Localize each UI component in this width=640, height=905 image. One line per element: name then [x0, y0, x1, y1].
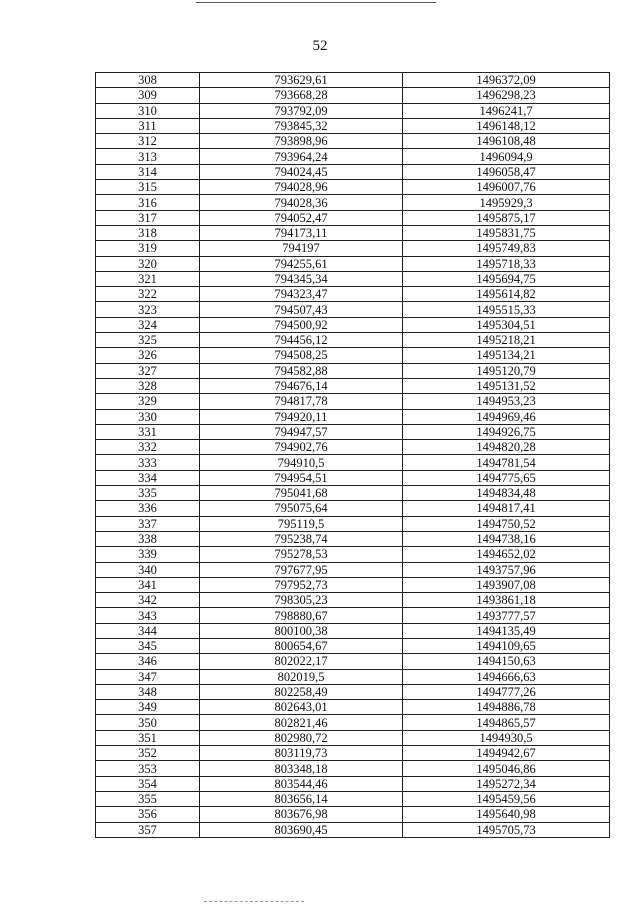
y-coordinate-cell: 1495929,3 [403, 195, 610, 210]
y-coordinate-cell: 1496148,12 [403, 118, 610, 133]
y-coordinate-cell: 1493757,96 [403, 562, 610, 577]
table-row [96, 103, 610, 118]
x-coordinate-cell: 793792,09 [200, 103, 403, 118]
x-coordinate-cell: 794902,76 [200, 440, 403, 455]
table-row [96, 195, 610, 210]
x-coordinate-cell: 800100,38 [200, 623, 403, 638]
x-coordinate-cell: 797952,73 [200, 577, 403, 592]
table-row [96, 440, 610, 455]
table-row [96, 210, 610, 225]
x-coordinate-cell: 797677,95 [200, 562, 403, 577]
table-row [96, 516, 610, 531]
table-row [96, 669, 610, 684]
x-coordinate-cell: 794817,78 [200, 394, 403, 409]
y-coordinate-cell: 1494738,16 [403, 531, 610, 546]
y-coordinate-cell: 1495705,73 [403, 822, 610, 837]
point-number-cell: 344 [96, 623, 200, 638]
x-coordinate-cell: 794920,11 [200, 409, 403, 424]
y-coordinate-cell: 1494942,67 [403, 746, 610, 761]
x-coordinate-cell: 795119,5 [200, 516, 403, 531]
table-row [96, 287, 610, 302]
y-coordinate-cell: 1495046,86 [403, 761, 610, 776]
point-number-cell: 322 [96, 287, 200, 302]
y-coordinate-cell: 1494817,41 [403, 501, 610, 516]
point-number-cell: 315 [96, 180, 200, 195]
table-row [96, 409, 610, 424]
x-coordinate-cell: 803676,98 [200, 807, 403, 822]
table-row [96, 654, 610, 669]
point-number-cell: 356 [96, 807, 200, 822]
x-coordinate-cell: 794582,88 [200, 363, 403, 378]
y-coordinate-cell: 1496372,09 [403, 73, 610, 88]
point-number-cell: 327 [96, 363, 200, 378]
point-number-cell: 319 [96, 241, 200, 256]
x-coordinate-cell: 794456,12 [200, 333, 403, 348]
x-coordinate-cell: 794323,47 [200, 287, 403, 302]
y-coordinate-cell: 1494969,46 [403, 409, 610, 424]
point-number-cell: 341 [96, 577, 200, 592]
point-number-cell: 350 [96, 715, 200, 730]
table-row [96, 73, 610, 88]
table-row [96, 225, 610, 240]
x-coordinate-cell: 793668,28 [200, 88, 403, 103]
point-number-cell: 343 [96, 608, 200, 623]
table-row [96, 577, 610, 592]
y-coordinate-cell: 1494109,65 [403, 638, 610, 653]
point-number-cell: 342 [96, 593, 200, 608]
y-coordinate-cell: 1496007,76 [403, 180, 610, 195]
point-number-cell: 323 [96, 302, 200, 317]
x-coordinate-cell: 793898,96 [200, 134, 403, 149]
x-coordinate-cell: 794345,34 [200, 271, 403, 286]
point-number-cell: 351 [96, 730, 200, 745]
point-number-cell: 310 [96, 103, 200, 118]
y-coordinate-cell: 1494820,28 [403, 440, 610, 455]
point-number-cell: 328 [96, 378, 200, 393]
point-number-cell: 346 [96, 654, 200, 669]
y-coordinate-cell: 1494666,63 [403, 669, 610, 684]
point-number-cell: 311 [96, 118, 200, 133]
y-coordinate-cell: 1495120,79 [403, 363, 610, 378]
point-number-cell: 353 [96, 761, 200, 776]
point-number-cell: 347 [96, 669, 200, 684]
point-number-cell: 352 [96, 746, 200, 761]
table-row [96, 333, 610, 348]
table-row [96, 715, 610, 730]
point-number-cell: 318 [96, 225, 200, 240]
table-row [96, 302, 610, 317]
table-row [96, 424, 610, 439]
table-row [96, 118, 610, 133]
y-coordinate-cell: 1495515,33 [403, 302, 610, 317]
x-coordinate-cell: 795278,53 [200, 547, 403, 562]
point-number-cell: 355 [96, 791, 200, 806]
table-row [96, 256, 610, 271]
table-row [96, 164, 610, 179]
table-row [96, 684, 610, 699]
y-coordinate-cell: 1494953,23 [403, 394, 610, 409]
table-row [96, 470, 610, 485]
table-row [96, 241, 610, 256]
x-coordinate-cell: 795075,64 [200, 501, 403, 516]
y-coordinate-cell: 1495304,51 [403, 317, 610, 332]
y-coordinate-cell: 1494834,48 [403, 486, 610, 501]
table-row [96, 149, 610, 164]
table-row [96, 761, 610, 776]
point-number-cell: 326 [96, 348, 200, 363]
y-coordinate-cell: 1494781,54 [403, 455, 610, 470]
y-coordinate-cell: 1494865,57 [403, 715, 610, 730]
y-coordinate-cell: 1495694,75 [403, 271, 610, 286]
x-coordinate-cell: 794507,43 [200, 302, 403, 317]
table-row [96, 455, 610, 470]
y-coordinate-cell: 1494930,5 [403, 730, 610, 745]
x-coordinate-cell: 794676,14 [200, 378, 403, 393]
table-row [96, 700, 610, 715]
x-coordinate-cell: 794255,61 [200, 256, 403, 271]
point-number-cell: 312 [96, 134, 200, 149]
y-coordinate-cell: 1495134,21 [403, 348, 610, 363]
coordinates-table-body [96, 73, 610, 838]
x-coordinate-cell: 794028,96 [200, 180, 403, 195]
x-coordinate-cell: 802821,46 [200, 715, 403, 730]
x-coordinate-cell: 794028,36 [200, 195, 403, 210]
y-coordinate-cell: 1495831,75 [403, 225, 610, 240]
x-coordinate-cell: 803348,18 [200, 761, 403, 776]
point-number-cell: 333 [96, 455, 200, 470]
y-coordinate-cell: 1495875,17 [403, 210, 610, 225]
point-number-cell: 357 [96, 822, 200, 837]
x-coordinate-cell: 800654,67 [200, 638, 403, 653]
table-row [96, 638, 610, 653]
y-coordinate-cell: 1495718,33 [403, 256, 610, 271]
y-coordinate-cell: 1494652,02 [403, 547, 610, 562]
y-coordinate-cell: 1495272,34 [403, 776, 610, 791]
point-number-cell: 340 [96, 562, 200, 577]
x-coordinate-cell: 798305,23 [200, 593, 403, 608]
point-number-cell: 348 [96, 684, 200, 699]
y-coordinate-cell: 1495749,83 [403, 241, 610, 256]
x-coordinate-cell: 794954,51 [200, 470, 403, 485]
x-coordinate-cell: 793845,32 [200, 118, 403, 133]
point-number-cell: 308 [96, 73, 200, 88]
table-row [96, 363, 610, 378]
table-row [96, 807, 610, 822]
x-coordinate-cell: 794052,47 [200, 210, 403, 225]
y-coordinate-cell: 1495218,21 [403, 333, 610, 348]
bottom-rule [204, 901, 304, 902]
point-number-cell: 321 [96, 271, 200, 286]
x-coordinate-cell: 795238,74 [200, 531, 403, 546]
point-number-cell: 349 [96, 700, 200, 715]
x-coordinate-cell: 794197 [200, 241, 403, 256]
y-coordinate-cell: 1493907,08 [403, 577, 610, 592]
y-coordinate-cell: 1494775,65 [403, 470, 610, 485]
y-coordinate-cell: 1494926,75 [403, 424, 610, 439]
point-number-cell: 354 [96, 776, 200, 791]
y-coordinate-cell: 1494135,49 [403, 623, 610, 638]
y-coordinate-cell: 1494750,52 [403, 516, 610, 531]
page-number: 52 [312, 38, 328, 54]
x-coordinate-cell: 802258,49 [200, 684, 403, 699]
point-number-cell: 313 [96, 149, 200, 164]
y-coordinate-cell: 1495131,52 [403, 378, 610, 393]
table-row [96, 791, 610, 806]
x-coordinate-cell: 798880,67 [200, 608, 403, 623]
table-row [96, 501, 610, 516]
x-coordinate-cell: 802019,5 [200, 669, 403, 684]
table-row [96, 378, 610, 393]
point-number-cell: 314 [96, 164, 200, 179]
x-coordinate-cell: 802980,72 [200, 730, 403, 745]
table-row [96, 394, 610, 409]
x-coordinate-cell: 803119,73 [200, 746, 403, 761]
x-coordinate-cell: 802643,01 [200, 700, 403, 715]
table-row [96, 317, 610, 332]
point-number-cell: 325 [96, 333, 200, 348]
y-coordinate-cell: 1496094,9 [403, 149, 610, 164]
point-number-cell: 329 [96, 394, 200, 409]
table-row [96, 134, 610, 149]
table-row [96, 547, 610, 562]
x-coordinate-cell: 793629,61 [200, 73, 403, 88]
point-number-cell: 320 [96, 256, 200, 271]
table-row [96, 776, 610, 791]
y-coordinate-cell: 1493777,57 [403, 608, 610, 623]
point-number-cell: 331 [96, 424, 200, 439]
table-row [96, 562, 610, 577]
point-number-cell: 336 [96, 501, 200, 516]
table-row [96, 486, 610, 501]
y-coordinate-cell: 1494150,63 [403, 654, 610, 669]
x-coordinate-cell: 794500,92 [200, 317, 403, 332]
x-coordinate-cell: 794910,5 [200, 455, 403, 470]
point-number-cell: 317 [96, 210, 200, 225]
x-coordinate-cell: 803544,46 [200, 776, 403, 791]
x-coordinate-cell: 794508,25 [200, 348, 403, 363]
x-coordinate-cell: 794024,45 [200, 164, 403, 179]
table-row [96, 180, 610, 195]
y-coordinate-cell: 1494886,78 [403, 700, 610, 715]
point-number-cell: 330 [96, 409, 200, 424]
point-number-cell: 335 [96, 486, 200, 501]
point-number-cell: 334 [96, 470, 200, 485]
table-row [96, 348, 610, 363]
table-row [96, 88, 610, 103]
table-row [96, 822, 610, 837]
x-coordinate-cell: 793964,24 [200, 149, 403, 164]
y-coordinate-cell: 1495459,56 [403, 791, 610, 806]
table-row [96, 271, 610, 286]
x-coordinate-cell: 802022,17 [200, 654, 403, 669]
x-coordinate-cell: 803656,14 [200, 791, 403, 806]
y-coordinate-cell: 1494777,26 [403, 684, 610, 699]
point-number-cell: 339 [96, 547, 200, 562]
table-row [96, 623, 610, 638]
table-row [96, 608, 610, 623]
x-coordinate-cell: 794947,57 [200, 424, 403, 439]
point-number-cell: 337 [96, 516, 200, 531]
y-coordinate-cell: 1495640,98 [403, 807, 610, 822]
top-rule [196, 2, 436, 3]
point-number-cell: 324 [96, 317, 200, 332]
point-number-cell: 316 [96, 195, 200, 210]
point-number-cell: 309 [96, 88, 200, 103]
table-row [96, 730, 610, 745]
table-row [96, 746, 610, 761]
point-number-cell: 345 [96, 638, 200, 653]
table-row [96, 531, 610, 546]
y-coordinate-cell: 1496241,7 [403, 103, 610, 118]
y-coordinate-cell: 1496058,47 [403, 164, 610, 179]
y-coordinate-cell: 1496298,23 [403, 88, 610, 103]
point-number-cell: 338 [96, 531, 200, 546]
table-row [96, 593, 610, 608]
y-coordinate-cell: 1495614,82 [403, 287, 610, 302]
y-coordinate-cell: 1493861,18 [403, 593, 610, 608]
point-number-cell: 332 [96, 440, 200, 455]
x-coordinate-cell: 794173,11 [200, 225, 403, 240]
y-coordinate-cell: 1496108,48 [403, 134, 610, 149]
x-coordinate-cell: 803690,45 [200, 822, 403, 837]
coordinates-table [95, 72, 610, 838]
x-coordinate-cell: 795041,68 [200, 486, 403, 501]
